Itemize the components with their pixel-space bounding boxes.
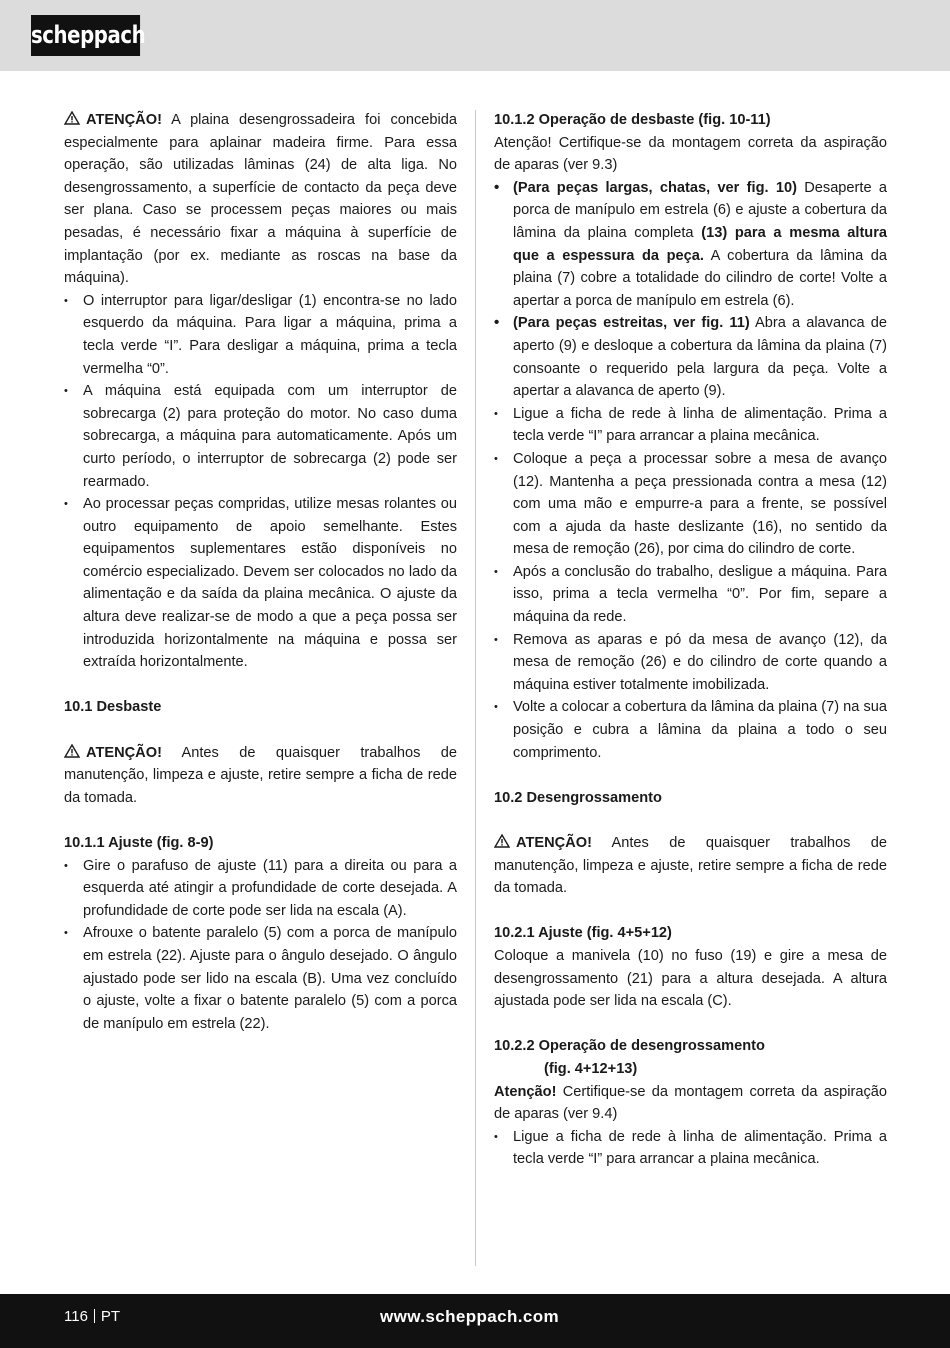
page-indicator <box>64 1308 120 1325</box>
list-item: • A máquina está equipada com um interruptor de sobrecarga (2) para proteção do motor. No caso duma sobrecarga, a máquina para automaticamente. Após um curto período, o interruptor de sobrecarga (2) pode ser rearmado. <box>64 380 457 493</box>
list-item: • O interruptor para ligar/desligar (1) encontra-se no lado esquerdo da máquina. Para ligar a máquina, prima a tecla verde “I”. Para desligar a máquina, prima a tecla vermelha “0”. <box>64 290 457 380</box>
section-10-1-warning <box>64 742 457 810</box>
intro-warning-paragraph <box>64 109 457 290</box>
footer-separator <box>94 1309 95 1323</box>
list-item: • Ao processar peças compridas, utilize mesas rolantes ou outro equipamento de apoio semelhante. Estes equipamentos suplementares estão disponíveis no comércio especializado. Devem ser colocados no lado da alimentação e da saída da plaina mecânica. O ajuste da altura deve realizar-se de modo a que a peça possa ser introduzida horizontalmente na máquina e possa ser extraída horizontalmente. <box>64 493 457 674</box>
bullet-text: Desaperte a porca de manípulo em estrela (6) e ajuste a cobertura da lâmina da plaina completa <box>513 179 887 241</box>
thicknessing-bullet-list <box>494 1126 887 1171</box>
list-item: • Após a conclusão do trabalho, desligue a máquina. Para isso, prima a tecla vermelha “0”. Por fim, separe a máquina da rede. <box>494 561 887 629</box>
page-header <box>0 0 950 71</box>
section-heading-10-2-1: 10.2.1 Ajuste (fig. 4+5+12) <box>494 925 672 942</box>
list-item <box>494 312 887 402</box>
bold-phrase: (Para peças estreitas, ver fig. 11) <box>513 315 750 332</box>
list-item: • Volte a colocar a cobertura da lâmina da plaina (7) na sua posição e cubra a lâmina da plaina a todo o seu comprimento. <box>494 696 887 764</box>
planing-steps-bullet-list <box>494 403 887 765</box>
list-item: • Coloque a peça a processar sobre a mesa de avanço (12). Mantenha a peça pressionada contra a mesa (12) com uma mão e empurre-a para a frente, se possível com a ajuda da haste deslizante (16), no sentido da mesa de remoção (26), por cima do cilindro de corte. <box>494 448 887 561</box>
warning-triangle-icon <box>64 744 80 758</box>
page-number: 116 <box>64 1308 88 1325</box>
list-item: • Afrouxe o batente paralelo (5) com a porca de manípulo em estrela (22). Ajuste para o ângulo desejado. O ângulo ajustado pode ser lido na escala (B). Uma vez concluído o ajuste, volte a fixar o batente paralelo (5) com a porca de manípulo em estrela (22). <box>64 922 457 1035</box>
section-heading-10-1: 10.1 Desbaste <box>64 699 162 716</box>
warning-label: ATENÇÃO! <box>516 835 592 851</box>
planing-width-bullet-list <box>494 177 887 403</box>
scheppach-logo: scheppach <box>31 15 140 56</box>
operation-bullet-list <box>64 290 457 674</box>
section-heading-10-2-2: 10.2.2 Operação de desengrossamento <box>494 1038 765 1055</box>
bullet-text: A cobertura da lâmina da plaina (7) cobre a totalidade do cilindro de corte! Volte a apertar a porca de manípulo em estrela (6). <box>513 247 887 309</box>
section-heading-10-2-2-figures: (fig. 4+12+13) <box>544 1060 638 1077</box>
warning-label: ATENÇÃO! <box>86 112 162 128</box>
section-10-2-2-intro <box>494 1081 887 1126</box>
list-item: • Gire o parafuso de ajuste (11) para a direita ou para a esquerda até atingir a profundidade de corte desejada. A profundidade de corte pode ser lida na escala (A). <box>64 855 457 923</box>
intro-text: Certifique-se da montagem correta da aspiração de aparas (ver 9.4) <box>494 1083 887 1123</box>
warning-triangle-icon <box>494 834 510 848</box>
list-item: • Ligue a ficha de rede à linha de alimentação. Prima a tecla verde “I” para arrancar a plaina mecânica. <box>494 403 887 448</box>
list-item: • Ligue a ficha de rede à linha de alimentação. Prima a tecla verde “I” para arrancar a plaina mecânica. <box>494 1126 887 1171</box>
section-heading-10-2: 10.2 Desengrossamento <box>494 789 662 806</box>
section-10-2-warning <box>494 832 887 900</box>
list-item: • Remova as aparas e pó da mesa de avanço (12), da mesa de remoção (26) e do cilindro de corte quando a máquina estiver totalmente imobilizada. <box>494 629 887 697</box>
language-code: PT <box>100 1308 121 1325</box>
attention-label: Atenção! <box>494 1083 557 1100</box>
section-10-1-2-intro: Atenção! Certifique-se da montagem correta da aspiração de aparas (ver 9.3) <box>494 134 887 174</box>
section-heading-10-1-1: 10.1.1 Ajuste (fig. 8-9) <box>64 835 214 851</box>
adjustment-bullet-list <box>64 855 457 1036</box>
page-footer <box>0 1294 950 1348</box>
warning-text: Antes de quaisquer trabalhos de manutenção, limpeza e ajuste, retire sempre a ficha de rede da tomada. <box>64 744 457 806</box>
bullet-text: Abra a alavanca de aperto (9) e desloque a cobertura da lâmina da plaina (7) consoante o requerido pela largura da peça. Volte a apertar a alavanca de aperto (9). <box>513 315 887 400</box>
warning-label: ATENÇÃO! <box>86 744 162 761</box>
website-url[interactable]: www.scheppach.com <box>380 1307 560 1326</box>
bold-phrase: (Para peças largas, chatas, ver fig. 10) <box>513 179 797 196</box>
intro-text: A plaina desengrossadeira foi concebida especialmente para aplainar madeira firme. Para essa operação, são utilizadas lâminas (24) de alta liga. No desengrossamento, a superfície de contacto da peça deve ser plana. Caso se processem peças maiores ou mais pesadas, é necessário fixar a máquina à superfície de implantação (por ex. mediante as roscas na base da máquina). <box>64 112 457 287</box>
warning-text: Antes de quaisquer trabalhos de manutenção, limpeza e ajuste, retire sempre a ficha de rede da tomada. <box>494 835 887 897</box>
bold-phrase: (13) para a mesma altura que a espessura da peça. <box>513 224 888 264</box>
left-column <box>64 109 457 1035</box>
column-divider <box>475 110 476 1266</box>
section-heading-10-1-2: 10.1.2 Operação de desbaste (fig. 10-11) <box>494 112 771 128</box>
warning-triangle-icon <box>64 111 80 125</box>
right-column <box>494 109 887 1171</box>
list-item <box>494 177 887 313</box>
section-10-2-1-text: Coloque a manivela (10) no fuso (19) e gire a mesa de desengrossamento (21) para a altura desejada. A altura ajustada pode ser lida na escala (C). <box>494 947 887 1010</box>
